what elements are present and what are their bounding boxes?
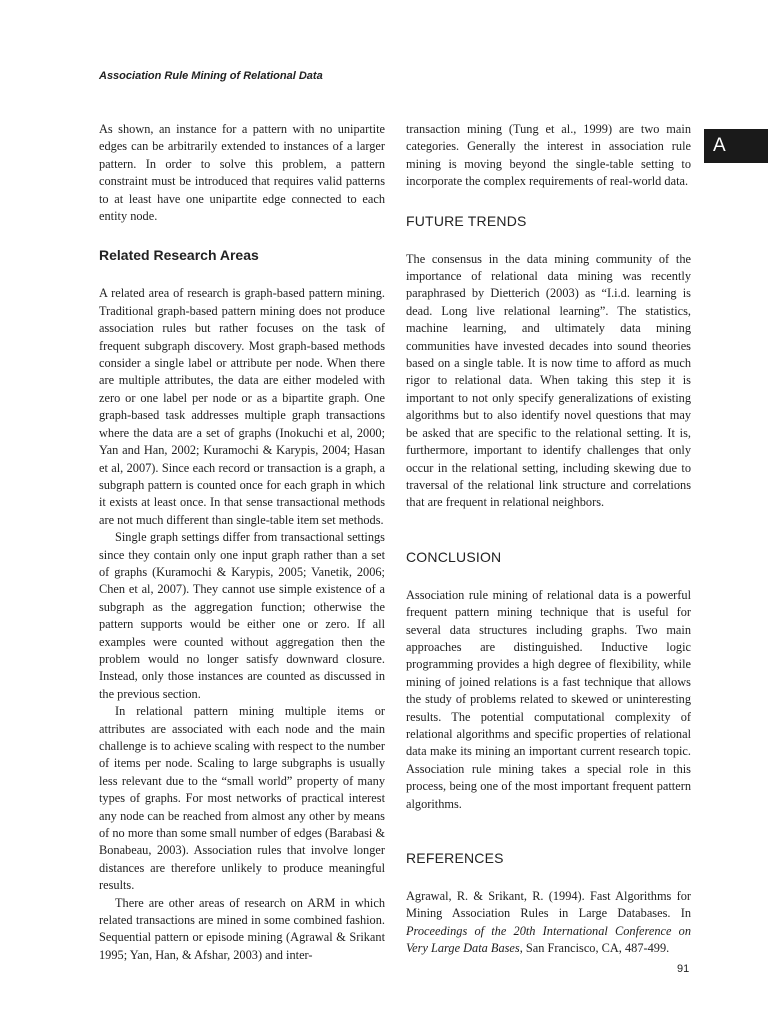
intro-paragraph: As shown, an instance for a pattern with no unipartite edges can be arbitrarily extended to instances of a larger pattern. In order to solve this problem, a pattern constraint must be introduced that requires valid patterns to at least have one unipartite edge connected to each entity node. [99, 122, 385, 224]
reference-entry-italic: Proceedings of the 20th International Conference on Very Large Data Bases [406, 923, 691, 956]
section-tab-marker: A [704, 129, 768, 163]
right-column [406, 121, 691, 958]
section-heading-references: REFERENCES [406, 850, 504, 866]
future-trends-paragraph: The consensus in the data mining community of the importance of relational data mining was recently paraphrased by Dietterich (2003) as “I.i.d. learning is dead. Long live relational learning”. The statistics, machine learning, and ultimately data mining communities have invested decades into sound theories based on a single table. It is now time to afford as much rigor to relational data. When taking this step it is important to not only specify generalizations of existing algorithms but to also identify novel questions that may be asked that are specific to the relational setting. It is, furthermore, important to identify challenges that only occur in the relational setting, including skewing due to traversal of the relational link structure and correlations that are frequent in relational neighbors. [406, 251, 691, 510]
conclusion-paragraph: Association rule mining of relational data is a powerful frequent pattern mining technique that is useful for several data structures including graphs. Two main approaches are distinguished. Inductive logic programming provides a high degree of flexibility, while mining of joined relations is a fast technique that allows the study of problems related to skewed or uninteresting results. The potential computational complexity of relational algorithms and specific properties of relational data make its mining an important current research topic. Association rule mining takes a special role in this process, being one of the most important frequent pattern algorithms. [406, 587, 691, 811]
reference-entry-plain: Agrawal, R. & Srikant, R. (1994). Fast Algorithms for Mining Association Rules in Large Databases. In [406, 889, 691, 921]
paragraph-relational-mining: In relational pattern mining multiple items or attributes are associated with each node and the main challenge is to achieve scaling with respect to the number of items per node. Scaling to large subgraphs is usually less relevant due to the “small world” property of many types of graphs. For most networks of practical interest any node can be reached from almost any other by means of no more than some small number of edges (Barabasi & Bonabeau, 2003). Association rules that involve longer distances are therefore unlikely to produce meaningful results. [99, 704, 385, 893]
page-number: 91 [677, 963, 690, 975]
left-column [99, 121, 385, 964]
section-heading-related-research: Related Research Areas [99, 247, 259, 264]
paragraph-other-areas: There are other areas of research on ARM in which related transactions are mined in some combined fashion. Sequential pattern or episode mining (Agrawal & Srikant 1995; Yan, Han, & Afshar, 2003) and inter- [99, 895, 385, 962]
section-heading-future-trends: FUTURE TRENDS [406, 212, 527, 229]
section-heading-conclusion: CONCLUSION [406, 548, 502, 565]
paragraph-graph-mining: A related area of research is graph-based pattern mining. Traditional graph-based pattern mining does not produce association rules but rather focuses on the task of frequent subgraph discovery. Most graph-based methods consider a single label or attribute per node. When there are multiple attributes, the data are either modeled with zero or one label per node or as a bipartite graph. One graph-based task addresses multiple graph transactions where the data are a set of graphs (Inokuchi et al, 2000; Yan and Han, 2002; Kuramochi & Karypis, 2004; Hasan et al, 2007). Since each record or transaction is a graph, a subgraph pattern is counted once for each graph in which it exists at least once. In that sense transactional methods are not much different than single-table item set methods. [99, 286, 385, 527]
reference-entry-tail: , San Francisco, CA, 487-499. [519, 941, 670, 956]
reference-entry [406, 888, 691, 958]
paragraph-single-graph: Single graph settings differ from transactional settings since they contain only one input graph rather than a set of graphs (Kuramochi & Karypis, 2005; Vanetik, 2006; Chen et al, 2007). They cannot use simple existence of a subgraph as the aggregation function; otherwise the pattern supports would be either one or zero. If all examples were counted without aggregation then the problem would no longer satisfy downward closure. Instead, only those instances are counted as discussed in the previous section. [99, 530, 385, 701]
continuation-paragraph: transaction mining (Tung et al., 1999) are two main categories. Generally the interest in association rule mining is moving beyond the single-table setting to incorporate the complex requirements of real-world data. [406, 122, 691, 189]
running-head: Association Rule Mining of Relational Data [99, 70, 323, 82]
